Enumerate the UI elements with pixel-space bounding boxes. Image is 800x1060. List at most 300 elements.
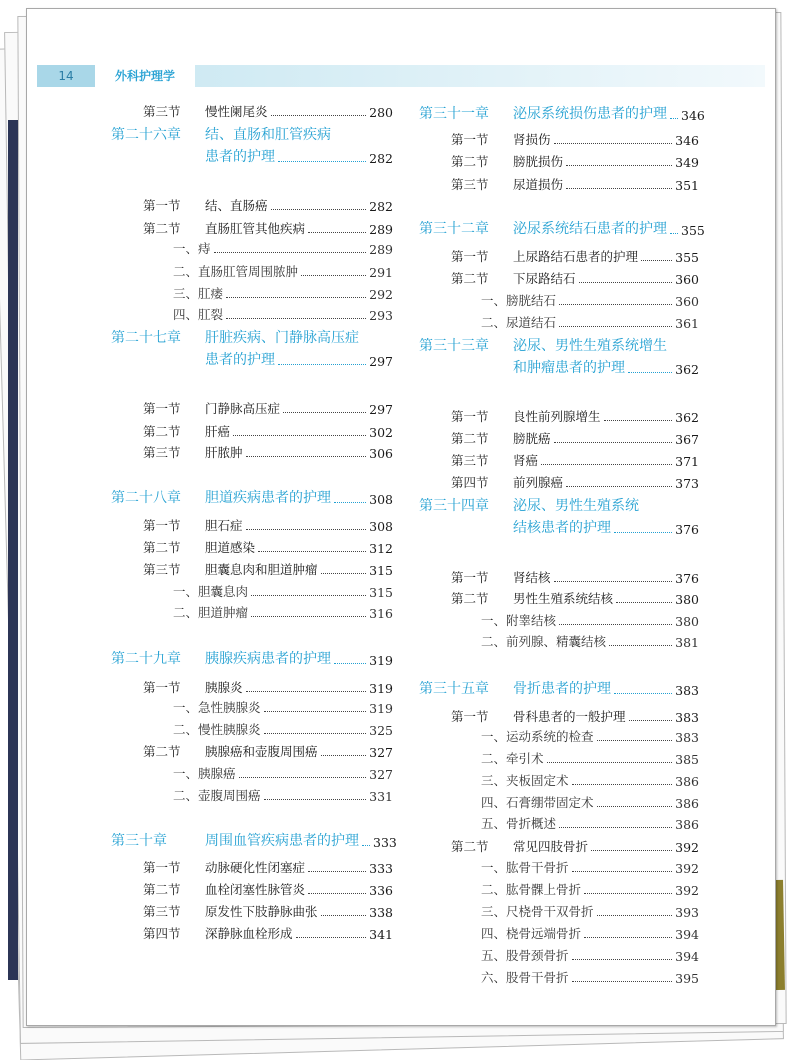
section-title [451,707,626,725]
subsection-title: 一、运动系统的检查 [481,729,594,744]
chapter-title [419,517,611,537]
dot-leader [628,372,672,373]
toc-entry[interactable] [481,902,699,920]
section-title [143,678,243,696]
subsection-title: 二、牵引术 [481,751,544,766]
dot-leader [251,616,366,617]
chapter-name: 患者的护理 [205,149,275,165]
section-name: 动脉硬化性闭塞症 [205,860,306,875]
dot-leader [264,711,367,712]
dot-leader [226,318,366,319]
section-name: 胆囊息肉和胆道肿瘤 [205,562,318,577]
section-title [451,130,551,148]
page-ref: 291 [369,265,393,280]
dot-leader [579,282,673,283]
section-title [143,538,255,556]
page-ref: 297 [369,402,393,417]
dot-leader [670,233,678,234]
toc-entry[interactable] [143,219,393,237]
page-ref: 289 [369,242,393,257]
toc-entry[interactable] [481,749,699,767]
dot-leader [609,645,672,646]
dot-leader [246,691,367,692]
toc-entry[interactable] [143,516,393,534]
dot-leader [264,799,367,800]
page-ref: 280 [369,105,393,120]
subsection-title: 一、肱骨干骨折 [481,860,569,875]
chapter-title [419,103,667,123]
section-number: 第二节 [451,591,489,606]
toc-entry[interactable] [451,130,699,148]
section-number: 第二节 [143,424,181,439]
section-number: 第二节 [143,221,181,236]
dot-leader [271,209,367,210]
dot-leader [283,412,366,413]
section-name: 门静脉高压症 [205,401,281,416]
dot-leader [584,937,672,938]
toc-entry[interactable] [111,648,393,668]
page-ref: 282 [369,151,393,166]
toc-entry[interactable] [143,880,393,898]
chapter-number: 第三十四章 [419,498,489,514]
page-ref: 385 [675,752,699,767]
dot-leader [597,806,673,807]
dot-leader [308,871,366,872]
section-name: 上尿路结石患者的护理 [513,249,639,264]
toc-entry[interactable] [111,487,393,507]
page-ref: 331 [369,789,393,804]
toc-entry[interactable] [451,707,699,725]
section-name: 原发性下肢静脉曲张 [205,904,318,919]
page-ref: 355 [681,223,705,238]
page-ref: 302 [369,425,393,440]
section-name: 膀胱损伤 [513,154,564,169]
page-ref: 367 [675,432,699,447]
dot-leader [334,663,366,664]
dot-leader [264,733,367,734]
section-number: 第二节 [143,882,181,897]
page-ref: 341 [369,927,393,942]
page-ref: 308 [369,492,393,507]
section-title [451,568,551,586]
chapter-title [111,349,275,369]
section-title [451,269,576,287]
dot-leader [614,693,672,694]
subsection-title: 二、尿道结石 [481,315,557,330]
chapter-name: 结核患者的护理 [513,520,611,536]
toc-entry[interactable] [451,152,699,170]
dot-leader [554,581,673,582]
dot-leader [566,188,672,189]
toc-entry[interactable] [481,313,699,331]
toc-entry[interactable] [419,517,699,537]
dot-leader [334,502,366,503]
dot-leader [226,297,366,298]
page-ref: 383 [675,683,699,698]
dot-leader [584,893,672,894]
dot-leader [566,486,672,487]
page-ref: 362 [675,410,699,425]
toc-entry[interactable] [143,902,393,920]
subsection-title: 四、桡骨远端骨折 [481,926,582,941]
page-ref: 346 [675,133,699,148]
section-title [143,516,243,534]
section-title [143,902,318,920]
dot-leader [591,850,672,851]
page-ref: 315 [369,585,393,600]
chapter-number: 第三十二章 [419,221,489,237]
page-ref: 282 [369,199,393,214]
toc-entry[interactable] [451,837,699,855]
subsection-title: 二、胆道肿瘤 [173,605,249,620]
chapter-name: 骨折患者的护理 [513,681,611,697]
section-name: 前列腺癌 [513,475,564,490]
subsection-title: 四、石膏绷带固定术 [481,795,594,810]
toc-entry[interactable] [481,924,699,942]
toc-entry[interactable] [143,102,393,120]
toc-entry[interactable] [173,603,393,621]
toc-entry[interactable] [173,720,393,738]
toc-entry[interactable] [111,830,397,850]
page-ref: 319 [369,681,393,696]
page-ref: 361 [675,316,699,331]
dot-leader [278,161,366,162]
subsection-title: 一、膀胱结石 [481,293,557,308]
page-ref: 306 [369,446,393,461]
section-name: 常见四肢骨折 [513,839,589,854]
section-name: 肝癌 [205,424,231,439]
section-number: 第二节 [143,744,181,759]
section-title [451,407,601,425]
chapter-number: 第二十九章 [111,651,181,667]
section-title [143,858,305,876]
toc-entry[interactable] [481,291,699,309]
toc-entry[interactable] [143,678,393,696]
book-title: 外科护理学 [95,65,195,87]
section-number: 第三节 [451,177,489,192]
toc-entry[interactable] [143,196,393,214]
section-number: 第一节 [143,401,181,416]
dot-leader [566,165,672,166]
dot-leader [251,595,366,596]
section-name: 骨科患者的一般护理 [513,709,626,724]
section-title [143,102,268,120]
page-ref: 383 [675,710,699,725]
chapter-heading-line[interactable] [419,335,667,355]
subsection-title: 五、骨折概述 [481,816,557,831]
chapter-heading-line[interactable] [111,124,331,144]
toc-entry[interactable] [481,793,699,811]
header-bar [195,65,765,87]
page-ref: 325 [369,723,393,738]
dot-leader [604,420,673,421]
dot-leader [321,755,367,756]
section-name: 男性生殖系统结核 [513,591,614,606]
toc-entry[interactable] [419,678,699,698]
section-title [451,247,638,265]
page-ref: 346 [681,108,705,123]
section-title [451,152,563,170]
section-title [143,196,268,214]
toc-entry[interactable] [173,764,393,782]
dot-leader [258,551,366,552]
toc-entry[interactable] [451,589,699,607]
dot-leader [554,143,673,144]
page-ref: 316 [369,606,393,621]
dot-leader [278,364,366,365]
chapter-title [111,146,275,166]
section-name: 慢性阑尾炎 [205,104,268,119]
page-ref: 308 [369,519,393,534]
toc-entry[interactable] [481,611,699,629]
subsection-title: 五、股骨颈骨折 [481,948,569,963]
chapter-title [111,487,331,507]
subsection-title: 三、尺桡骨干双骨折 [481,904,594,919]
page-ref: 393 [675,905,699,920]
toc-entry[interactable] [481,727,699,745]
page-ref: 362 [675,362,699,377]
chapter-name: 和肿瘤患者的护理 [513,360,625,376]
section-name: 结、直肠癌 [205,198,268,213]
section-title [451,837,588,855]
page-ref: 333 [373,835,397,850]
toc-entry[interactable] [111,349,393,369]
section-name: 胰腺癌和壶腹周围癌 [205,744,318,759]
section-number: 第二节 [451,839,489,854]
section-name: 胆石症 [205,518,243,533]
dot-leader [271,115,367,116]
section-title [143,443,243,461]
chapter-name: 胆道疾病患者的护理 [205,490,331,506]
section-number: 第一节 [451,132,489,147]
chapter-name: 肝脏疾病、门静脉高压症 [205,330,359,346]
toc-entry[interactable] [451,175,699,193]
toc-entry[interactable] [173,582,393,600]
chapter-name: 周围血管疾病患者的护理 [205,833,359,849]
page-ref: 373 [675,476,699,491]
section-number: 第一节 [451,409,489,424]
toc-entry[interactable] [111,146,393,166]
toc-entry[interactable] [143,422,393,440]
toc-entry[interactable] [173,239,393,257]
page-ref: 297 [369,354,393,369]
page-header [37,65,765,87]
page-ref: 315 [369,563,393,578]
dot-leader [572,981,673,982]
page-ref: 394 [675,927,699,942]
chapter-number: 第三十五章 [419,681,489,697]
toc-entry[interactable] [481,771,699,789]
dot-leader [214,252,367,253]
page-ref: 360 [675,272,699,287]
chapter-name: 患者的护理 [205,352,275,368]
toc-entry[interactable] [481,968,699,986]
page-ref: 392 [675,883,699,898]
chapter-number: 第三十三章 [419,338,489,354]
section-name: 直肠肛管其他疾病 [205,221,306,236]
chapter-title [419,357,625,377]
chapter-name: 泌尿系统结石患者的护理 [513,221,667,237]
subsection-title: 一、胆囊息肉 [173,584,249,599]
dot-leader [301,275,366,276]
toc-entry[interactable] [451,451,699,469]
page-ref: 380 [675,592,699,607]
dot-leader [308,893,366,894]
dot-leader [572,871,673,872]
section-number: 第二节 [451,271,489,286]
dot-leader [246,529,367,530]
book-spine-edge [8,120,18,980]
page-ref: 349 [675,155,699,170]
dot-leader [321,915,367,916]
subsection-title: 一、痔 [173,241,211,256]
section-number: 第一节 [451,570,489,585]
chapter-name: 结、直肠和肛管疾病 [205,127,331,143]
section-title [451,429,551,447]
toc-entry[interactable] [481,858,699,876]
page-ref: 392 [675,861,699,876]
subsection-title: 一、急性胰腺炎 [173,700,261,715]
page-ref: 395 [675,971,699,986]
dot-leader [572,784,673,785]
page-ref: 386 [675,774,699,789]
toc-entry[interactable] [451,568,699,586]
section-name: 深静脉血栓形成 [205,926,293,941]
toc-entry[interactable] [143,858,393,876]
dot-leader [670,118,678,119]
chapter-heading-line[interactable] [419,495,639,515]
page-ref: 386 [675,796,699,811]
subsection-title: 三、肛瘘 [173,286,224,301]
page-ref: 312 [369,541,393,556]
subsection-title: 四、肛裂 [173,307,224,322]
subsection-title: 一、胰腺癌 [173,766,236,781]
chapter-name: 泌尿系统损伤患者的护理 [513,106,667,122]
toc-entry[interactable] [481,880,699,898]
chapter-number: 第三十章 [111,833,167,849]
toc-entry[interactable] [143,443,393,461]
dot-leader [239,777,367,778]
page-ref: 292 [369,287,393,302]
subsection-title: 六、股骨干骨折 [481,970,569,985]
page-ref: 327 [369,745,393,760]
chapter-title [419,218,667,238]
toc-entry[interactable] [173,262,393,280]
section-name: 下尿路结石 [513,271,576,286]
subsection-title: 二、慢性胰腺炎 [173,722,261,737]
page-ref: 327 [369,767,393,782]
toc-entry[interactable] [451,269,699,287]
page-ref: 338 [369,905,393,920]
toc-entry[interactable] [173,284,393,302]
section-number: 第一节 [143,680,181,695]
toc-entry[interactable] [451,407,699,425]
section-number: 第三节 [143,904,181,919]
toc-entry[interactable] [143,742,393,760]
subsection-title: 一、附睾结核 [481,613,557,628]
dot-leader [572,959,673,960]
dot-leader [246,456,367,457]
dot-leader [597,915,673,916]
chapter-name: 泌尿、男性生殖系统 [513,498,639,514]
section-name: 良性前列腺增生 [513,409,601,424]
chapter-heading-line[interactable] [111,327,359,347]
section-title [143,742,318,760]
toc-entry[interactable] [451,247,699,265]
toc-entry[interactable] [419,103,705,123]
chapter-number: 第三十一章 [419,106,489,122]
toc-entry[interactable] [173,698,393,716]
page-ref: 376 [675,522,699,537]
toc-entry[interactable] [173,305,393,323]
section-number: 第二节 [143,540,181,555]
dot-leader [362,845,370,846]
toc-entry[interactable] [143,560,393,578]
section-title [143,399,280,417]
dot-leader [233,435,366,436]
page-ref: 336 [369,883,393,898]
section-name: 肾损伤 [513,132,551,147]
chapter-name: 泌尿、男性生殖系统增生 [513,338,667,354]
toc-page [26,8,776,1026]
chapter-number: 第二十六章 [111,127,181,143]
dot-leader [616,602,672,603]
chapter-title [111,648,331,668]
section-title [143,924,293,942]
toc-entry[interactable] [173,786,393,804]
dot-leader [559,326,672,327]
page-ref: 289 [369,222,393,237]
toc-entry[interactable] [481,946,699,964]
page-number: 14 [37,65,95,87]
toc-entry[interactable] [143,538,393,556]
dot-leader [559,827,672,828]
dot-leader [547,762,673,763]
section-title [143,560,318,578]
page-ref: 333 [369,861,393,876]
section-number: 第三节 [143,445,181,460]
dot-leader [629,720,673,721]
page-ref: 351 [675,178,699,193]
section-number: 第三节 [143,104,181,119]
dot-leader [308,232,366,233]
dot-leader [641,260,672,261]
toc-entry[interactable] [143,924,393,942]
toc-entry[interactable] [451,429,699,447]
subsection-title: 二、壶腹周围癌 [173,788,261,803]
section-name: 肝脓肿 [205,445,243,460]
page-ref: 392 [675,840,699,855]
page-ref: 376 [675,571,699,586]
page-ref: 293 [369,308,393,323]
toc-entry[interactable] [419,218,705,238]
section-name: 血栓闭塞性脉管炎 [205,882,306,897]
subsection-title: 二、肱骨髁上骨折 [481,882,582,897]
section-number: 第二节 [451,431,489,446]
toc-entry[interactable] [451,473,699,491]
toc-entry[interactable] [481,814,699,832]
toc-entry[interactable] [143,399,393,417]
toc-entry[interactable] [419,357,699,377]
page-ref: 381 [675,635,699,650]
dot-leader [541,464,672,465]
page-ref: 319 [369,701,393,716]
dot-leader [559,624,672,625]
toc-entry[interactable] [481,632,699,650]
section-number: 第四节 [451,475,489,490]
dot-leader [559,304,672,305]
chapter-number: 第二十七章 [111,330,181,346]
